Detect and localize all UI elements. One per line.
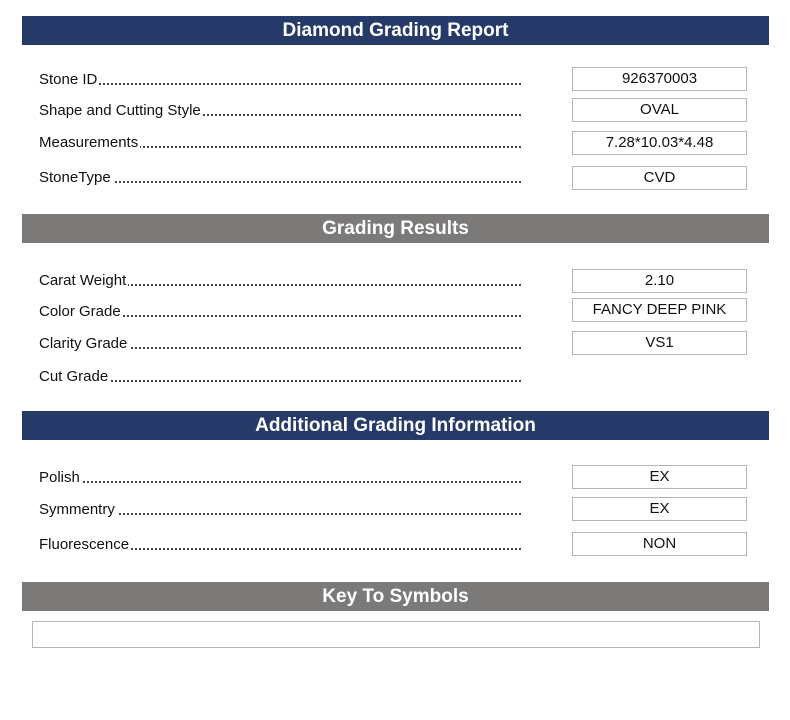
stone-type-value: CVD: [572, 166, 747, 190]
measurements-label: Measurements: [39, 132, 140, 154]
field-row-shape: [39, 100, 521, 122]
stone-id-label: Stone ID: [39, 69, 99, 91]
field-row-carat: [39, 270, 521, 292]
key-to-symbols-title: Key To Symbols: [322, 585, 469, 607]
dot-leader: [39, 380, 521, 382]
color-grade-label: Color Grade: [39, 301, 123, 323]
grading-results-title: Grading Results: [322, 217, 469, 239]
report-title-bar: [22, 16, 769, 45]
additional-info-title: Additional Grading Information: [255, 414, 536, 436]
stone-id-value: 926370003: [572, 67, 747, 91]
report-title: Diamond Grading Report: [282, 19, 509, 41]
shape-value: OVAL: [572, 98, 747, 122]
measurements-value: 7.28*10.03*4.48: [572, 131, 747, 155]
clarity-grade-value: VS1: [572, 331, 747, 355]
symmetry-value: EX: [572, 497, 747, 521]
dot-leader: [39, 83, 521, 85]
polish-value: EX: [572, 465, 747, 489]
key-to-symbols-box: [32, 621, 760, 648]
fluorescence-label: Fluorescence: [39, 534, 131, 556]
fluorescence-value: NON: [572, 532, 747, 556]
field-row-cut: [39, 366, 521, 388]
field-row-stone-id: [39, 69, 521, 91]
grading-results-bar: [22, 214, 769, 243]
color-grade-value: FANCY DEEP PINK: [572, 298, 747, 322]
clarity-grade-label: Clarity Grade: [39, 333, 129, 355]
field-row-clarity: [39, 333, 521, 355]
shape-label: Shape and Cutting Style: [39, 100, 203, 122]
field-row-polish: [39, 467, 521, 489]
stone-type-label: StoneType: [39, 167, 113, 189]
symmetry-label: Symmentry: [39, 499, 117, 521]
carat-label: Carat Weight: [39, 270, 128, 292]
dot-leader: [39, 481, 521, 483]
polish-label: Polish: [39, 467, 82, 489]
field-row-color: [39, 301, 521, 323]
key-to-symbols-bar: [22, 582, 769, 611]
additional-info-bar: [22, 411, 769, 440]
field-row-fluorescence: [39, 534, 521, 556]
field-row-symmetry: [39, 499, 521, 521]
carat-value: 2.10: [572, 269, 747, 293]
cut-grade-label: Cut Grade: [39, 366, 110, 388]
field-row-measurements: [39, 132, 521, 154]
field-row-stone-type: [39, 167, 521, 189]
